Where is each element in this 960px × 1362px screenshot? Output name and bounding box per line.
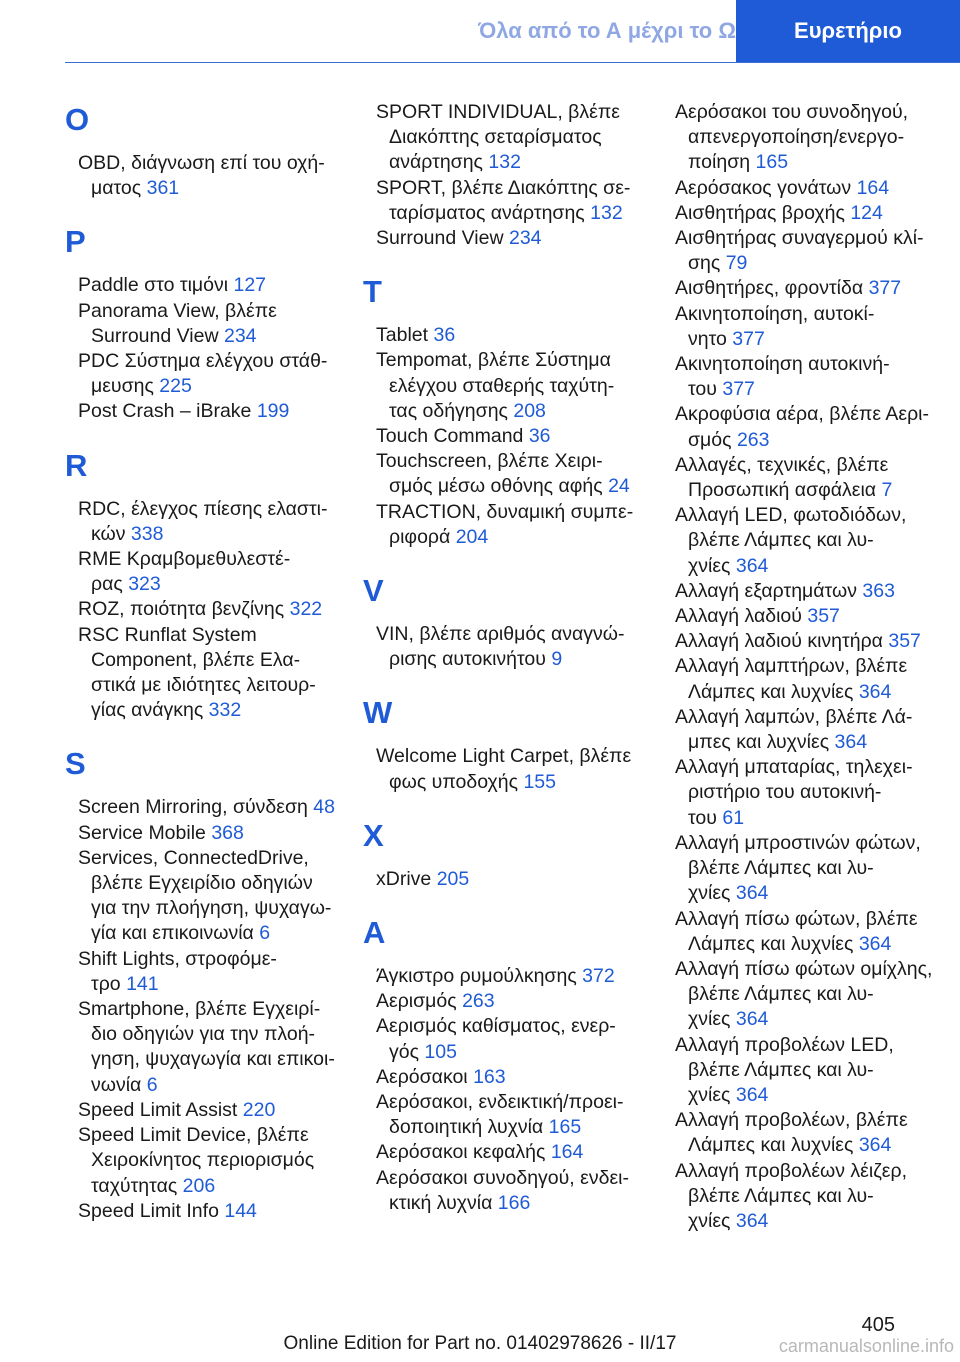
- page-reference-link[interactable]: 234: [508, 227, 542, 250]
- page-reference-link[interactable]: 363: [862, 579, 895, 602]
- index-entry-text: γίας ανάγκης: [91, 699, 204, 722]
- index-entry-text: Αερόσακοι συνοδηγού, ενδει-: [376, 1166, 629, 1189]
- index-entry-text: OBD, διάγνωση επί του οχή-: [78, 152, 325, 174]
- page-reference-link[interactable]: 364: [858, 680, 892, 703]
- index-entry-text: Αλλαγή εξαρτημάτων: [675, 579, 857, 602]
- index-letter-heading: V: [363, 573, 384, 609]
- page-reference-link[interactable]: 164: [550, 1141, 584, 1164]
- index-entry-text: Touchscreen, βλέπε Χειρι-: [376, 450, 603, 473]
- index-entry: [363, 989, 631, 1014]
- page-reference-link[interactable]: 357: [888, 630, 921, 653]
- index-entry-text: χνίες: [688, 554, 731, 577]
- index-entry-text: Component, βλέπε Ελα-: [91, 648, 301, 671]
- index-entry: [65, 299, 333, 349]
- index-column-3: [662, 100, 933, 1234]
- index-entry: [662, 226, 930, 276]
- edition-text: Online Edition for Part no. 01402978626 - II/17: [283, 1333, 677, 1354]
- page-reference-link[interactable]: 204: [455, 525, 489, 548]
- index-entry: [363, 964, 631, 989]
- header-divider: [65, 62, 960, 63]
- index-entry: [662, 1108, 930, 1158]
- index-entry-text: Tablet: [376, 324, 429, 347]
- page-reference-link[interactable]: 132: [488, 151, 521, 174]
- index-entry-text: γηση, ψυχαγωγία και επικοι-: [91, 1048, 335, 1071]
- index-entry-text: Surround View: [376, 227, 504, 250]
- index-entry-text: Αερόσακοι του συνοδηγού,: [675, 101, 909, 123]
- index-entry: [662, 705, 930, 755]
- page-reference-link[interactable]: 361: [146, 177, 180, 200]
- index-entry-text: ριστήριο του αυτοκινή-: [688, 781, 882, 804]
- index-entry: [662, 831, 930, 907]
- index-entry: [662, 654, 930, 704]
- index-entry: [65, 273, 333, 298]
- index-entry-text: Αλλαγή προβολέων λέιζερ,: [675, 1159, 907, 1182]
- index-entry-text: Screen Mirroring, σύνδεση: [78, 796, 308, 819]
- page-reference-link[interactable]: 205: [436, 867, 470, 890]
- index-entry: [363, 226, 631, 251]
- index-entry: [662, 1033, 930, 1109]
- index-entry: [662, 755, 930, 831]
- index-letter-heading: Α: [363, 915, 386, 951]
- page-reference-link[interactable]: 165: [755, 151, 789, 174]
- index-entry-text: μπες και λυχνίες: [688, 731, 830, 754]
- index-entry-text: Shift Lights, στροφόμε-: [78, 947, 277, 970]
- index-entry-text: Αλλαγή λαδιού: [675, 605, 802, 628]
- index-entry-text: Ακροφύσια αέρα, βλέπε Αερι-: [675, 403, 929, 426]
- page-reference-link[interactable]: 208: [513, 399, 546, 422]
- page-reference-link[interactable]: 206: [182, 1174, 216, 1197]
- index-entry-text: Αλλαγή λαδιού κινητήρα: [675, 630, 883, 653]
- index-letter-heading: O: [65, 102, 90, 137]
- index-entry: [662, 629, 930, 654]
- index-entry-text: γία και επικοινωνία: [91, 922, 254, 945]
- index-letter-heading: S: [65, 746, 86, 782]
- index-entry-text: του: [688, 806, 717, 829]
- index-entry-text: SPORT INDIVIDUAL, βλέπε: [376, 101, 620, 123]
- index-entry: [363, 323, 631, 348]
- index-entry-text: ανάρτησης: [389, 151, 483, 174]
- index-entry-text: VIN, βλέπε αριθμός αναγνώ-: [376, 623, 625, 646]
- index-entry-text: Αερόσακοι, ενδεικτική/προει-: [376, 1091, 624, 1114]
- index-entry-text: ριφορά: [389, 525, 451, 548]
- index-entry-text: μευσης: [91, 375, 154, 398]
- index-entry-text: Αισθητήρας συναγερμού κλί-: [675, 227, 924, 250]
- page-reference-link[interactable]: 364: [735, 882, 769, 905]
- index-column-2: [363, 100, 634, 1216]
- index-entry: [662, 579, 930, 604]
- page-reference-link[interactable]: 377: [732, 327, 765, 350]
- page-reference-link[interactable]: 364: [834, 731, 868, 754]
- index-entry-text: Smartphone, βλέπε Εγχειρί-: [78, 998, 321, 1021]
- page-reference-link[interactable]: 368: [211, 821, 244, 844]
- index-entry-text: Speed Limit Assist: [78, 1098, 238, 1121]
- breadcrumb-section[interactable]: Όλα από το Α μέχρι το Ω: [478, 18, 736, 43]
- index-entry: [363, 100, 631, 176]
- index-entry: [363, 449, 631, 499]
- index-letter-heading: X: [363, 817, 384, 853]
- index-entry: [363, 1065, 631, 1090]
- index-entry: [363, 744, 631, 794]
- index-entry-text: Αερισμός καθίσματος, ενερ-: [376, 1015, 616, 1038]
- page-reference-link[interactable]: 263: [462, 990, 495, 1013]
- index-entry-text: διο οδηγιών για την πλοή-: [91, 1023, 316, 1046]
- index-entry-text: Αλλαγές, τεχνικές, βλέπε: [675, 453, 889, 476]
- index-entry: [363, 1014, 631, 1064]
- page-reference-link[interactable]: 220: [242, 1098, 276, 1121]
- page-reference-link[interactable]: 199: [256, 400, 290, 423]
- page-reference-link[interactable]: 372: [582, 965, 615, 988]
- page-reference-link[interactable]: 124: [850, 201, 883, 224]
- index-entry-text: Αλλαγή μπαταρίας, τηλεχει-: [675, 756, 913, 779]
- index-entry: [662, 176, 930, 201]
- index-entry-text: Paddle στο τιμόνι: [78, 274, 229, 297]
- index-entry: [65, 151, 333, 201]
- index-entry-text: απενεργοποίηση/ενεργο-: [688, 126, 905, 149]
- index-entry-text: ελέγχου σταθερής ταχύτη-: [389, 374, 615, 397]
- index-entry-text: σης: [688, 252, 721, 275]
- index-entry-text: RDC, έλεγχος πίεσης ελαστι-: [78, 497, 328, 520]
- page-reference-link[interactable]: 323: [128, 573, 161, 596]
- index-entry-text: ρας: [91, 573, 123, 596]
- page-reference-link[interactable]: 6: [146, 1073, 158, 1096]
- index-entry-text: βλέπε Λάμπες και λυ-: [688, 857, 874, 880]
- index-entry-text: TRACTION, δυναμική συμπε-: [376, 500, 634, 523]
- index-entry-text: Services, ConnectedDrive,: [78, 846, 309, 869]
- index-entry-text: Αλλαγή πίσω φώτων, βλέπε: [675, 907, 918, 930]
- breadcrumb-current-tab[interactable]: Ευρετήριο: [736, 0, 960, 62]
- index-entry-text: χνίες: [688, 882, 731, 905]
- index-entry-text: Service Mobile: [78, 821, 206, 844]
- index-entry-text: Αισθητήρες, φροντίδα: [675, 277, 864, 300]
- index-entry-text: νωνία: [91, 1073, 142, 1096]
- index-entry: [662, 604, 930, 629]
- page-reference-link[interactable]: 9: [551, 648, 563, 671]
- index-entry: [363, 1140, 631, 1165]
- page-reference-link[interactable]: 24: [608, 475, 630, 498]
- page-reference-link[interactable]: 36: [528, 425, 551, 448]
- index-entry-text: ROZ, ποιότητα βενζίνης: [78, 598, 285, 621]
- index-entry: [662, 201, 930, 226]
- index-entry: [363, 1166, 631, 1216]
- index-entry-text: ποίηση: [688, 151, 751, 174]
- index-entry: [662, 503, 930, 579]
- index-entry-text: Ακινητοποίηση, αυτοκί-: [675, 302, 875, 325]
- page-reference-link[interactable]: 377: [722, 378, 755, 401]
- page-reference-link[interactable]: 163: [473, 1065, 506, 1088]
- page-reference-link[interactable]: 144: [224, 1199, 257, 1222]
- page-reference-link[interactable]: 127: [233, 274, 267, 297]
- index-entry-text: Αλλαγή λαμπτήρων, βλέπε: [675, 655, 908, 678]
- index-entry: [65, 399, 333, 424]
- index-entry: [363, 176, 631, 226]
- index-entry-text: Αερόσακος γονάτων: [675, 176, 852, 199]
- page-reference-link[interactable]: 48: [313, 796, 335, 819]
- index-entry-text: χνίες: [688, 1008, 731, 1031]
- index-entry-text: ματος: [91, 177, 142, 200]
- index-entry-text: κών: [91, 522, 126, 545]
- index-entry: [65, 1199, 333, 1224]
- index-entry-text: Λάμπες και λυχνίες: [688, 680, 854, 703]
- index-entry-text: Touch Command: [376, 425, 524, 448]
- index-entry-text: Αλλαγή πίσω φώτων ομίχλης,: [675, 957, 933, 980]
- index-letter-heading: W: [363, 695, 393, 731]
- index-entry-text: Λάμπες και λυχνίες: [688, 1134, 854, 1157]
- index-entry-text: PDC Σύστημα ελέγχου στάθ-: [78, 350, 328, 373]
- index-entry: [662, 402, 930, 452]
- page-reference-link[interactable]: 132: [590, 201, 623, 224]
- page-reference-link[interactable]: 364: [735, 1008, 769, 1031]
- index-entry: [662, 302, 930, 352]
- index-entry-text: βλέπε Εγχειρίδιο οδηγιών: [91, 872, 313, 895]
- index-entry: [662, 100, 930, 176]
- page-reference-link[interactable]: 377: [868, 277, 902, 300]
- index-entry: [363, 622, 631, 672]
- index-entry: [363, 424, 631, 449]
- page-reference-link[interactable]: 322: [289, 598, 323, 621]
- index-entry-text: σμός μέσω οθόνης αφής: [389, 475, 603, 498]
- index-entry-text: Αισθητήρας βροχής: [675, 201, 845, 224]
- page-reference-link[interactable]: 225: [159, 375, 192, 398]
- index-entry-text: ταρίσματος ανάρτησης: [389, 201, 585, 224]
- index-entry-text: του: [688, 378, 717, 401]
- index-entry: [662, 1159, 930, 1235]
- page-reference-link[interactable]: 364: [735, 554, 769, 577]
- page-reference-link[interactable]: 165: [548, 1116, 582, 1139]
- page-reference-link[interactable]: 263: [736, 428, 770, 451]
- index-entry-text: χνίες: [688, 1083, 731, 1106]
- index-entry-text: Surround View: [91, 324, 219, 347]
- index-entry-text: Αερόσακοι κεφαλής: [376, 1141, 546, 1164]
- index-entry-text: σμός: [688, 428, 732, 451]
- index-entry-text: Speed Limit Info: [78, 1199, 219, 1222]
- page-reference-link[interactable]: 79: [725, 252, 748, 275]
- index-entry-text: Panorama View, βλέπε: [78, 299, 277, 322]
- index-entry-text: Χειροκίνητος περιορισμός: [91, 1149, 315, 1172]
- page-reference-link[interactable]: 166: [497, 1191, 531, 1214]
- index-column-1: [65, 100, 333, 1224]
- index-entry-text: Welcome Light Carpet, βλέπε: [376, 745, 632, 768]
- index-entry: [65, 349, 333, 399]
- index-entry: [662, 957, 933, 1033]
- index-entry-text: τας οδήγησης: [389, 399, 508, 422]
- index-entry-text: Αλλαγή λαμπών, βλέπε Λά-: [675, 705, 913, 728]
- page-reference-link[interactable]: 36: [433, 324, 456, 347]
- index-entry-text: xDrive: [376, 867, 432, 890]
- index-letter-heading: P: [65, 224, 86, 260]
- page-reference-link[interactable]: 141: [126, 972, 159, 995]
- index-entry: [662, 276, 930, 301]
- page-header: [0, 0, 960, 88]
- index-entry-text: ρισης αυτοκινήτου: [389, 648, 546, 671]
- index-entry-text: χνίες: [688, 1209, 731, 1232]
- index-entry: [662, 453, 930, 503]
- index-entry-text: Αλλαγή προβολέων LED,: [675, 1033, 894, 1056]
- index-entry: [65, 497, 333, 547]
- index-entry: [65, 795, 333, 820]
- index-entry-text: βλέπε Λάμπες και λυ-: [688, 1058, 874, 1081]
- index-entry-text: βλέπε Λάμπες και λυ-: [688, 983, 874, 1006]
- index-entry: [65, 1123, 333, 1199]
- index-entry-text: κτική λυχνία: [389, 1191, 493, 1214]
- index-entry: [65, 947, 333, 997]
- index-entry: [662, 352, 930, 402]
- page-reference-link[interactable]: 6: [259, 922, 271, 945]
- index-entry: [65, 997, 333, 1098]
- index-entry-text: δοποιητική λυχνία: [389, 1116, 544, 1139]
- index-entry-text: Αερόσακοι: [376, 1065, 468, 1088]
- index-entry-text: στικά με ιδιότητες λειτουρ-: [91, 674, 316, 697]
- index-entry-text: Διακόπτης σεταρίσματος: [389, 126, 602, 149]
- index-entry-text: Λάμπες και λυχνίες: [688, 932, 854, 955]
- page-reference-link[interactable]: 61: [722, 806, 745, 829]
- index-entry-text: RME Κραμβομεθυλεστέ-: [78, 548, 291, 571]
- page-reference-link[interactable]: 338: [130, 522, 164, 545]
- index-entry: [65, 623, 333, 724]
- index-entry-text: Αλλαγή μπροστινών φώτων,: [675, 831, 921, 854]
- index-entry-text: Ακινητοποίηση αυτοκινή-: [675, 353, 890, 376]
- index-entry-text: γός: [389, 1040, 419, 1063]
- index-letter-heading: R: [65, 447, 88, 483]
- index-entry-text: Αλλαγή LED, φωτοδιόδων,: [675, 504, 907, 527]
- index-entry: [65, 597, 333, 622]
- page-footer: [0, 1300, 960, 1362]
- page-reference-link[interactable]: 155: [523, 770, 556, 793]
- index-entry-text: φως υποδοχής: [389, 770, 519, 793]
- index-entry-text: Προσωπική ασφάλεια: [688, 479, 877, 502]
- index-entry: [363, 500, 634, 550]
- page-number: 405: [861, 1314, 895, 1336]
- page-reference-link[interactable]: 364: [858, 932, 892, 955]
- index-entry-text: Αερισμός: [376, 990, 457, 1013]
- index-entry-text: για την πλοήγηση, ψυχαγω-: [91, 897, 332, 920]
- page-reference-link[interactable]: 164: [856, 176, 890, 199]
- index-entry-text: Post Crash – iBrake: [78, 400, 252, 423]
- page-reference-link[interactable]: 7: [881, 479, 893, 502]
- index-entry-text: ταχύτητας: [91, 1174, 178, 1197]
- index-entry: [363, 1090, 631, 1140]
- index-entry-text: νητο: [688, 327, 727, 350]
- index-entry-text: Άγκιστρο ρυμούλκησης: [376, 965, 577, 988]
- index-entry: [363, 348, 631, 424]
- page-reference-link[interactable]: 364: [735, 1209, 769, 1232]
- index-entry-text: RSC Runflat System: [78, 623, 257, 646]
- index-entry-text: Speed Limit Device, βλέπε: [78, 1124, 309, 1147]
- index-entry: [65, 846, 333, 947]
- page-reference-link[interactable]: 364: [858, 1134, 892, 1157]
- index-entry: [363, 867, 631, 892]
- watermark: carmanualsonline.info: [778, 1336, 954, 1356]
- page-reference-link[interactable]: 364: [735, 1083, 769, 1106]
- index-entry: [65, 547, 333, 597]
- index-letter-heading: T: [363, 274, 382, 310]
- index-entry: [662, 907, 930, 957]
- page-reference-link[interactable]: 357: [807, 605, 840, 628]
- index-entry: [65, 1098, 333, 1123]
- index-entry-text: τρο: [91, 972, 121, 995]
- index-entry-text: Tempomat, βλέπε Σύστημα: [376, 349, 611, 372]
- index-entry-text: Αλλαγή προβολέων, βλέπε: [675, 1109, 908, 1132]
- index-entry: [65, 821, 333, 846]
- index-entry-text: βλέπε Λάμπες και λυ-: [688, 1184, 874, 1207]
- index-entry-text: SPORT, βλέπε Διακόπτης σε-: [376, 176, 631, 199]
- page-reference-link[interactable]: 234: [223, 324, 257, 347]
- page-reference-link[interactable]: 332: [208, 699, 242, 722]
- index-entry-text: βλέπε Λάμπες και λυ-: [688, 529, 874, 552]
- page-reference-link[interactable]: 105: [424, 1040, 457, 1063]
